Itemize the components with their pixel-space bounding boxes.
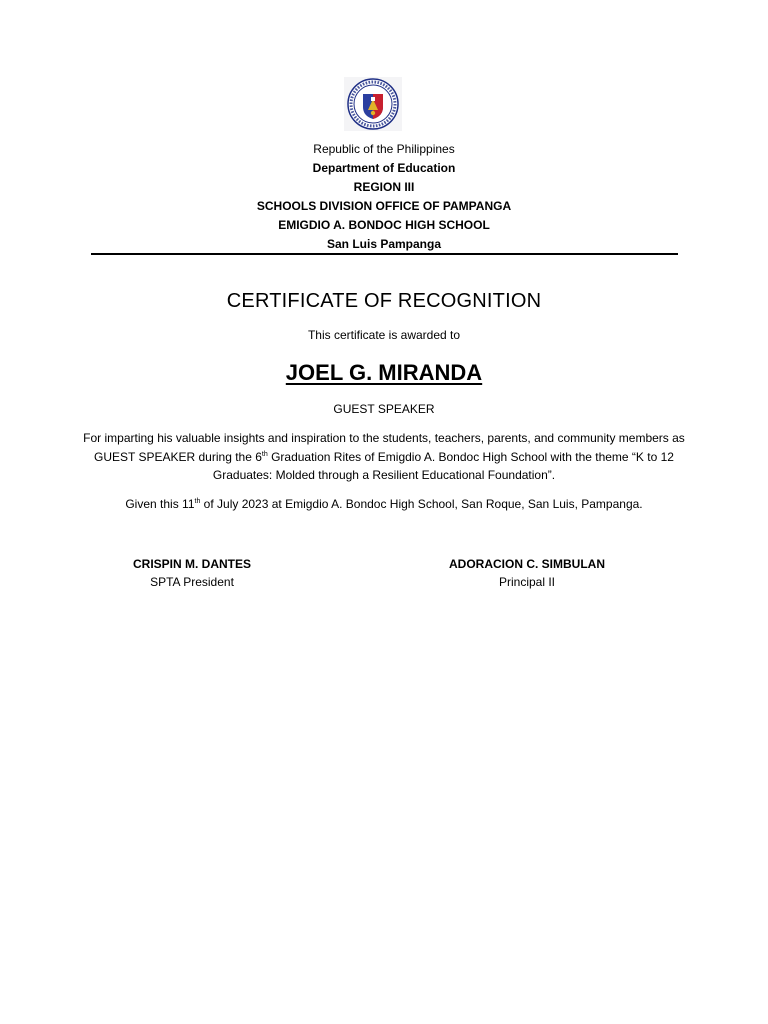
signatory-name: ADORACION C. SIMBULAN	[449, 557, 605, 571]
given-text-part1: Given this 11	[125, 497, 195, 511]
recipient-role: GUEST SPEAKER	[333, 402, 435, 416]
signatory-name: CRISPIN M. DANTES	[132, 557, 251, 571]
citation-text-part2: Graduation Rites of Emigdio A. Bondoc High School with the theme “K to 12 Graduates: Molded through a Resilient Educational Foundation”.	[212, 449, 674, 482]
signatory-title: SPTA President	[150, 575, 234, 589]
department-name: Department of Education	[312, 161, 456, 175]
letterhead	[0, 140, 768, 254]
awarded-to-text: This certificate is awarded to	[307, 328, 461, 342]
signatory-principal	[397, 555, 657, 592]
signatory-title: Principal II	[498, 575, 556, 589]
given-text-part2: of July 2023 at Emigdio A. Bondoc High School, San Roque, San Luis, Pampanga.	[200, 497, 643, 511]
citation-ordinal-suffix: th	[261, 450, 268, 458]
school-name: EMIGDIO A. BONDOC HIGH SCHOOL	[278, 218, 490, 232]
citation-text-part1: For imparting his valuable insights and inspiration to the students, teachers, parents, and community members as GUEST SPEAKER during the 6	[83, 431, 685, 464]
letterhead-divider	[91, 253, 678, 255]
certificate-title: CERTIFICATE OF RECOGNITION	[226, 290, 542, 312]
deped-seal-icon	[344, 77, 402, 131]
school-location: San Luis Pampanga	[326, 237, 442, 251]
recipient-name-text: JOEL G. MIRANDA	[285, 360, 483, 385]
division-office-name: SCHOOLS DIVISION OFFICE OF PAMPANGA	[256, 199, 512, 213]
signatory-spta-president	[62, 555, 322, 592]
citation-paragraph	[80, 429, 688, 485]
region-name: REGION III	[353, 180, 415, 194]
recipient-name	[0, 359, 768, 387]
given-ordinal-suffix: th	[194, 498, 201, 505]
country-name: Republic of the Philippines	[313, 142, 455, 156]
given-date-paragraph	[0, 495, 768, 513]
